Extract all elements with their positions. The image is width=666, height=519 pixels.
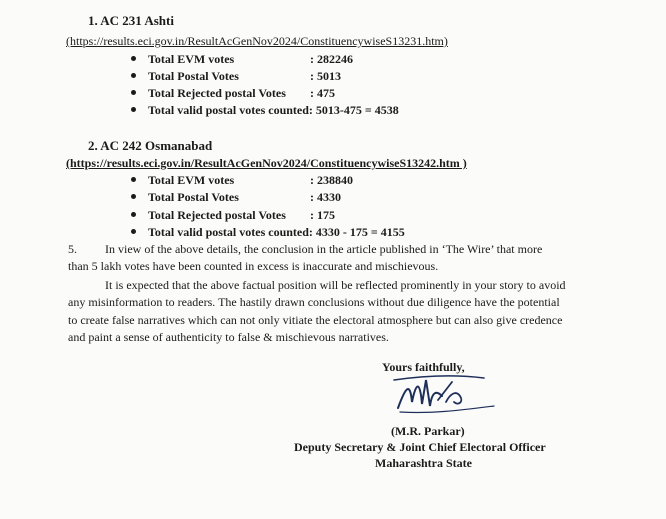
item-label: Total Postal Votes: [148, 69, 239, 83]
bullet-icon: [131, 90, 136, 95]
handwritten-signature-icon: [392, 372, 502, 418]
bullet-icon: [131, 107, 136, 112]
item-label: Total EVM votes: [148, 52, 235, 66]
section-2-title: 2. AC 242 Osmanabad: [88, 138, 213, 153]
item-value: : 282246: [310, 52, 353, 66]
bullet-icon: [131, 56, 136, 61]
bullet-icon: [131, 212, 136, 217]
paragraph-6-line-1: It is expected that the above factual position will be reflected prominently in your story to avoid: [105, 278, 566, 292]
item-value: : 238840: [310, 173, 353, 187]
paragraph-6-line-3: to create false narratives which can not only vitiate the electoral atmosphere but can also give credence: [68, 313, 563, 327]
paragraph-6-line-4: and paint a sense of authenticity to false & mischievous narratives.: [68, 330, 389, 344]
item-label: Total valid postal votes counted: 5013-475 = 4538: [148, 103, 399, 117]
section-1-title: 1. AC 231 Ashti: [88, 13, 174, 28]
item-label: Total Rejected postal Votes: [148, 208, 286, 222]
item-value: : 475: [310, 86, 335, 100]
bullet-icon: [131, 73, 136, 78]
closing-text: Yours faithfully,: [382, 360, 465, 374]
paragraph-5-line-2: than 5 lakh votes have been counted in excess is inaccurate and mischievous.: [68, 259, 439, 273]
paragraph-number: 5.: [68, 242, 77, 256]
paragraph-6-line-2: any misinformation to readers. The hastily drawn conclusions without due diligence have the potential: [68, 295, 560, 309]
signatory-designation: Deputy Secretary & Joint Chief Electoral Officer: [294, 440, 546, 454]
section-2-url[interactable]: (https://results.eci.gov.in/ResultAcGenNov2024/ConstituencywiseS13242.htm ): [66, 156, 467, 170]
item-label: Total EVM votes: [148, 173, 235, 187]
bullet-icon: [131, 194, 136, 199]
item-label: Total Postal Votes: [148, 190, 239, 204]
signatory-name: (M.R. Parkar): [391, 424, 465, 438]
signatory-state: Maharashtra State: [375, 456, 472, 470]
item-value: : 175: [310, 208, 335, 222]
bullet-icon: [131, 177, 136, 182]
paragraph-5-line-1: In view of the above details, the conclusion in the article published in ‘The Wire’ that more: [105, 242, 543, 256]
item-label: Total Rejected postal Votes: [148, 86, 286, 100]
bullet-icon: [131, 229, 136, 234]
item-value: : 4330: [310, 190, 341, 204]
item-label: Total valid postal votes counted: 4330 - 175 = 4155: [148, 225, 405, 239]
item-value: : 5013: [310, 69, 341, 83]
section-1-url[interactable]: (https://results.eci.gov.in/ResultAcGenNov2024/ConstituencywiseS13231.htm): [66, 34, 448, 48]
